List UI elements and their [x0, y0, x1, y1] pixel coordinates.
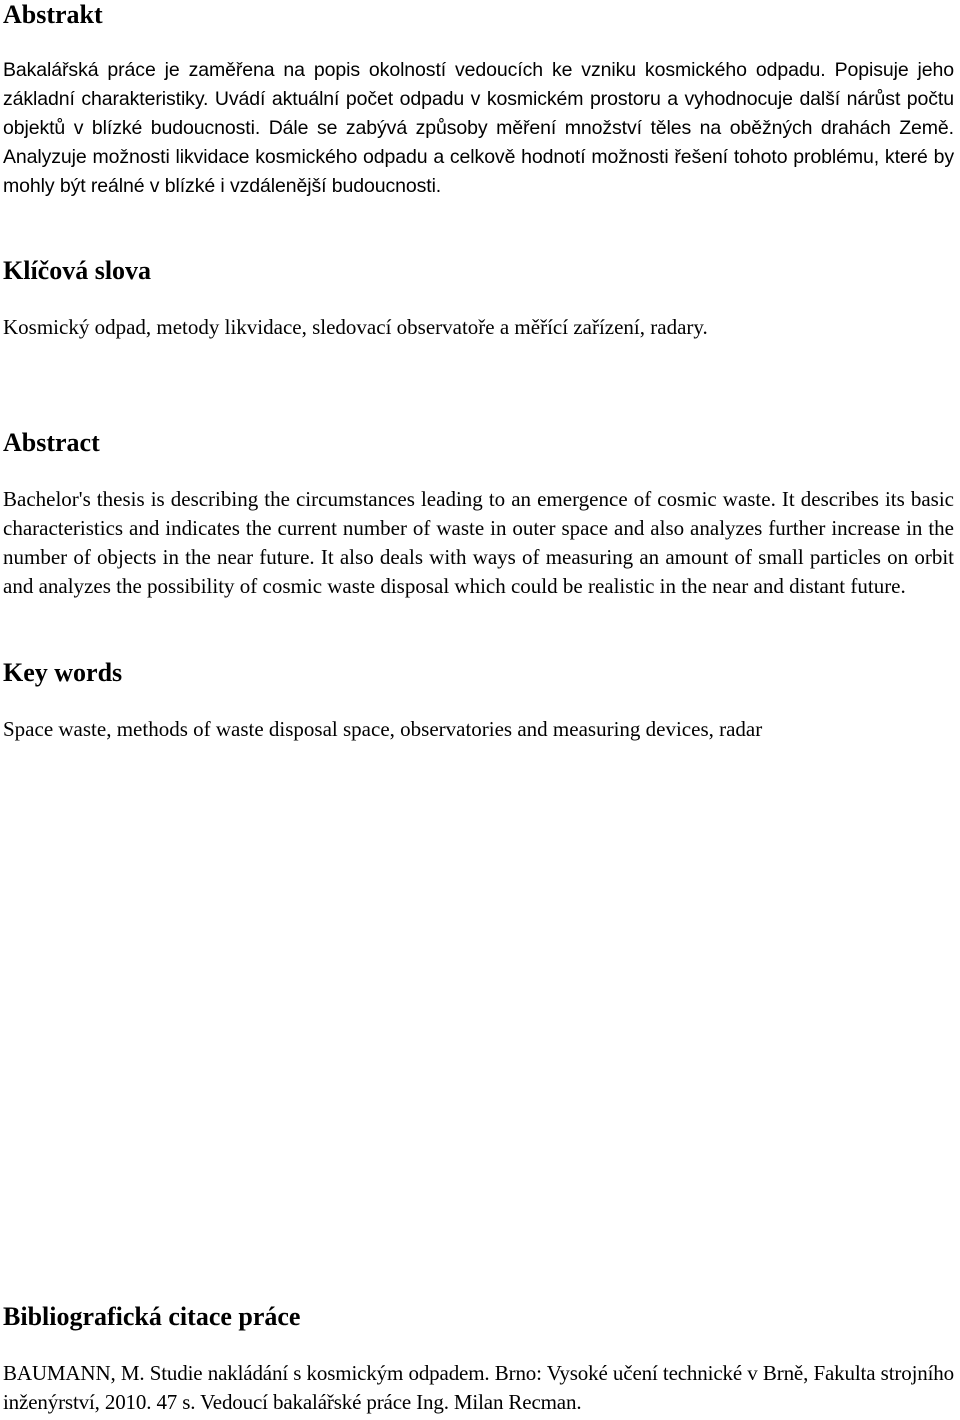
english-abstract-heading: Abstract	[3, 428, 100, 457]
czech-keywords-text: Kosmický odpad, metody likvidace, sledovací observatoře a měřící zařízení, radary.	[3, 315, 708, 339]
czech-keywords-section	[3, 256, 954, 342]
english-keywords-text: Space waste, methods of waste disposal space, observatories and measuring devices, radar	[3, 717, 763, 741]
citation-section	[3, 1302, 954, 1417]
citation-text: BAUMANN, M. Studie nakládání s kosmickým odpadem. Brno: Vysoké učení technické v Brně, Fakulta strojního inženýrství, 2010. 47 s. Vedoucí bakalářské práce Ing. Milan Recman.	[3, 1361, 954, 1414]
czech-abstract-heading: Abstrakt	[3, 0, 103, 29]
czech-abstract-section	[3, 0, 954, 201]
czech-abstract-text: Bakalářská práce je zaměřena na popis okolností vedoucích ke vzniku kosmického odpadu. Popisuje jeho základní charakteristiky. Uvádí aktuální počet odpadu v kosmickém prostoru a vyhodnocuje další nárůst počtu objektů v blízké budoucnosti. Dále se zabývá způsoby měření množství těles na oběžných drahách Země. Analyzuje možnosti likvidace kosmického odpadu a celkově hodnotí možnosti řešení tohoto problému, které by mohly být reálné v blízké i vzdálenější budoucnosti.	[3, 59, 954, 197]
english-abstract-text: Bachelor's thesis is describing the circumstances leading to an emergence of cosmic waste. It describes its basic characteristics and indicates the current number of waste in outer space and also analyzes further increase in the number of objects in the near future. It also deals with ways of measuring an amount of small particles on orbit and analyzes the possibility of cosmic waste disposal which could be realistic in the near and distant future.	[3, 487, 954, 598]
citation-heading: Bibliografická citace práce	[3, 1302, 301, 1331]
czech-keywords-heading: Klíčová slova	[3, 256, 152, 285]
english-keywords-heading: Key words	[3, 658, 123, 687]
english-keywords-section	[3, 658, 954, 744]
english-abstract-section	[3, 428, 954, 601]
